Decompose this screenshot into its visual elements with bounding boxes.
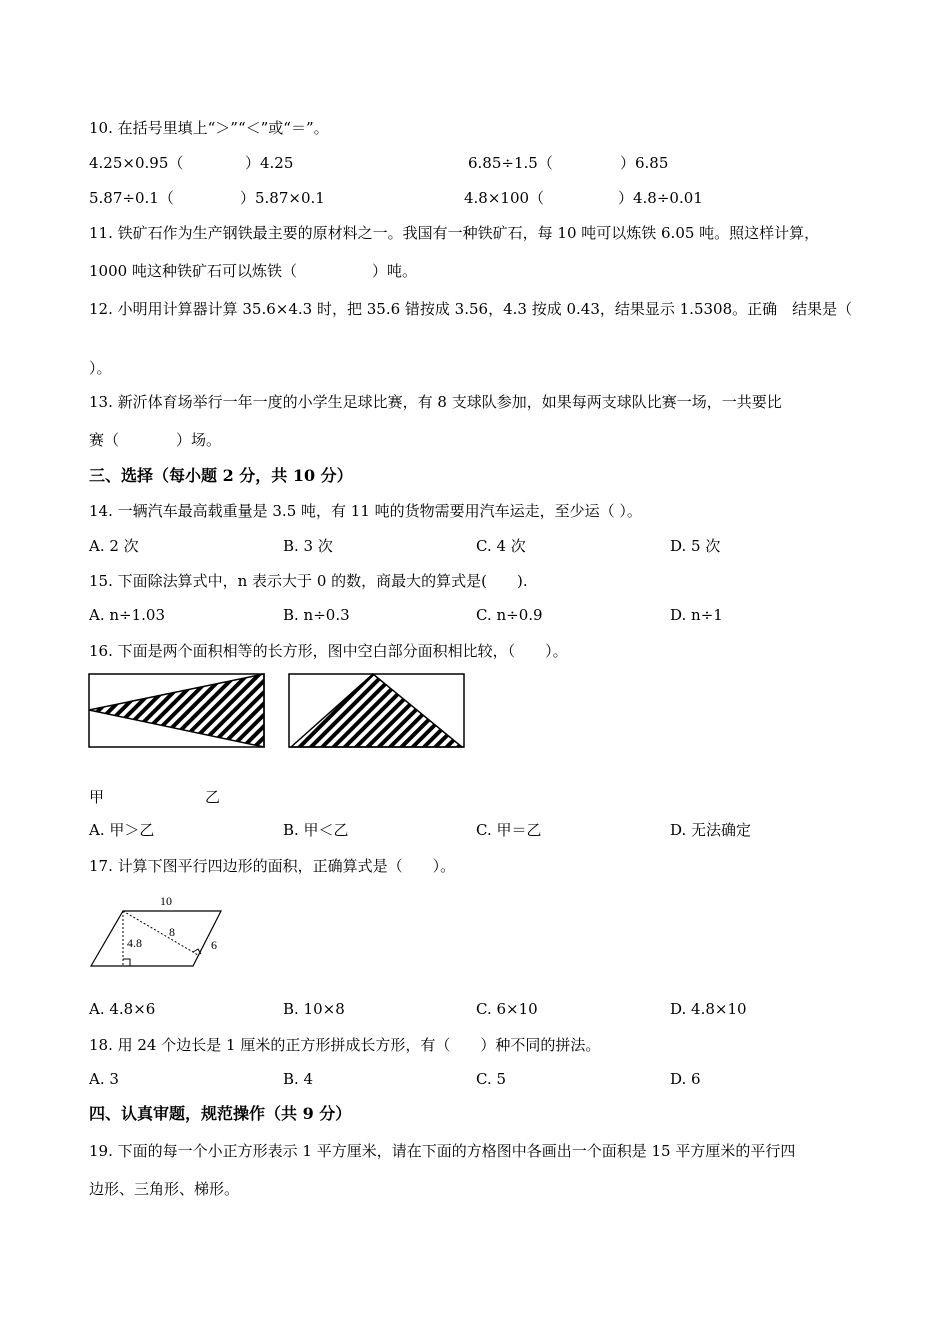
q17-option-a: A. 4.8×6: [89, 1000, 156, 1018]
q12-line-2: ）。: [89, 359, 112, 377]
q10-item-2-left: 6.85÷1.5（: [468, 154, 553, 172]
q19-line-1: 19. 下面的每一个小正方形表示 1 平方厘米，请在下面的方格图中各画出一个面积是 15 平方厘米的平行四: [89, 1142, 796, 1160]
q16-label-jia: 甲: [89, 788, 105, 806]
q17-option-c: C. 6×10: [476, 1000, 538, 1018]
q16-option-b: B. 甲＜乙: [283, 821, 349, 839]
q16-option-a: A. 甲＞乙: [89, 821, 155, 839]
q16-option-d: D. 无法确定: [670, 821, 752, 839]
q11-line-2: 1000 吨这种铁矿石可以炼铁（: [89, 262, 297, 280]
q10-item-3-right: ）5.87×0.1: [240, 189, 325, 207]
q11-line-1: 11. 铁矿石作为生产钢铁最主要的原材料之一。我国有一种铁矿石，每 10 吨可以炼铁 6.05 吨。照这样计算，: [89, 224, 820, 242]
q15-option-d: D. n÷1: [670, 606, 723, 624]
q13-line-2-end: ）场。: [176, 431, 222, 449]
q17-option-b: B. 10×8: [283, 1000, 345, 1018]
q12-line-1: 12. 小明用计算器计算 35.6×4.3 时，把 35.6 错按成 3.56，4.3 按成 0.43，结果显示 1.5308。正确 结果是（: [89, 300, 853, 318]
label-diag: 8: [169, 925, 175, 939]
label-top: 10: [160, 894, 172, 908]
q17-option-d: D. 4.8×10: [670, 1000, 747, 1018]
q19-line-2: 边形、三角形、梯形。: [89, 1180, 240, 1198]
q10-item-2-right: ）6.85: [620, 154, 669, 172]
q18-option-c: C. 5: [476, 1070, 507, 1088]
q15-option-a: A. n÷1.03: [89, 606, 165, 624]
q16-option-c: C. 甲＝乙: [476, 821, 542, 839]
q14-option-d: D. 5 次: [670, 537, 721, 555]
q16-label-yi: 乙: [205, 788, 221, 806]
q15-option-b: B. n÷0.3: [283, 606, 350, 624]
q15-option-c: C. n÷0.9: [476, 606, 543, 624]
q17-parallelogram-figure: [88, 889, 228, 971]
q14-option-c: C. 4 次: [476, 537, 526, 555]
q10-item-4-left: 4.8×100（: [464, 189, 545, 207]
q10-stem: 10. 在括号里填上“＞”“＜”或“＝”。: [89, 119, 329, 137]
q10-item-3-left: 5.87÷0.1（: [89, 189, 174, 207]
label-height: 4.8: [127, 936, 142, 950]
q13-line-2: 赛（: [89, 431, 120, 449]
q10-item-1-right: ）4.25: [245, 154, 294, 172]
q17-stem: 17. 计算下图平行四边形的面积，正确算式是（ ）。: [89, 857, 456, 875]
q13-line-1: 13. 新沂体育场举行一年一度的小学生足球比赛，有 8 支球队参加，如果每两支球队比赛一场，一共要比: [89, 393, 782, 411]
section-4-title: 四、认真审题，规范操作（共 9 分）: [89, 1104, 352, 1123]
parallelogram: [91, 911, 221, 966]
q16-stem: 16. 下面是两个面积相等的长方形，图中空白部分面积相比较，（ ）。: [89, 642, 568, 660]
rectangle-jia: [89, 674, 264, 747]
right-angle-mark-bottom: [123, 959, 130, 966]
q15-stem: 15. 下面除法算式中，n 表示大于 0 的数，商最大的算式是( ).: [89, 572, 528, 590]
q14-stem: 14. 一辆汽车最高载重量是 3.5 吨，有 11 吨的货物需要用汽车运走，至少运（ ）。: [89, 502, 642, 520]
q16-figure: [88, 673, 466, 749]
q18-option-d: D. 6: [670, 1070, 701, 1088]
q18-stem: 18. 用 24 个边长是 1 厘米的正方形拼成长方形，有（ ）种不同的拼法。: [89, 1036, 601, 1054]
q18-option-a: A. 3: [89, 1070, 119, 1088]
q11-line-2-end: ）吨。: [372, 262, 418, 280]
q18-option-b: B. 4: [283, 1070, 314, 1088]
rectangle-yi: [289, 674, 464, 747]
section-3-title: 三、选择（每小题 2 分，共 10 分）: [89, 466, 353, 485]
q14-option-a: A. 2 次: [89, 537, 139, 555]
label-side: 6: [211, 938, 217, 952]
q14-option-b: B. 3 次: [283, 537, 333, 555]
q10-item-4-right: ）4.8÷0.01: [618, 189, 703, 207]
q10-item-1-left: 4.25×0.95（: [89, 154, 184, 172]
